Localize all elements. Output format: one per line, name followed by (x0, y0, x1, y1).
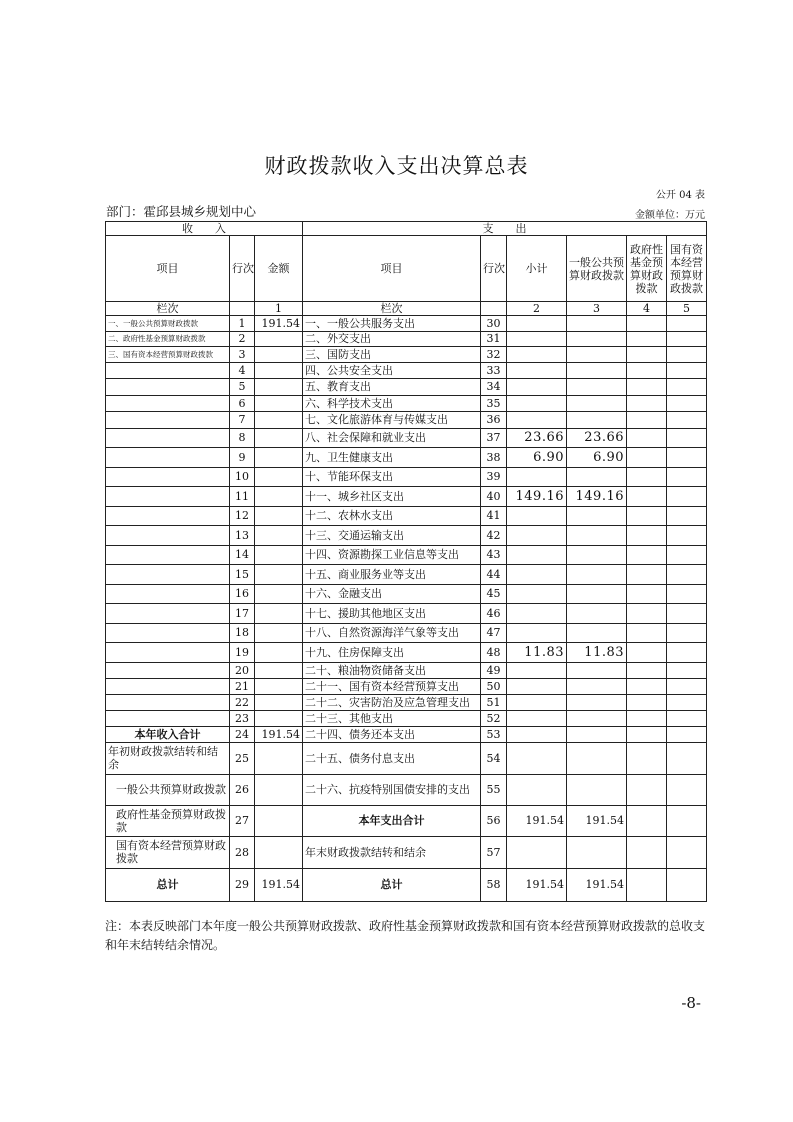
income-line: 6 (230, 395, 255, 412)
page-title: 财政拨款收入支出决算总表 (264, 154, 529, 178)
expense-item: 二十五、债务付息支出 (303, 742, 481, 774)
subtotal-value: 6.90 (507, 448, 567, 468)
budget-summary-table (105, 221, 707, 902)
expense-item: 二、外交支出 (303, 331, 481, 347)
expense-item: 八、社会保障和就业支出 (303, 428, 481, 448)
general-value (567, 774, 627, 805)
table-row (106, 428, 707, 448)
income-amount (255, 836, 303, 868)
expense-line: 37 (481, 428, 507, 448)
general-value (567, 331, 627, 347)
income-item: 年初财政拨款结转和结余 (106, 742, 230, 774)
income-item-header: 项目 (106, 236, 230, 302)
subtotal-value: 23.66 (507, 428, 567, 448)
income-line: 29 (230, 868, 255, 901)
table-row (106, 584, 707, 604)
general-value (567, 545, 627, 565)
table-row (106, 362, 707, 379)
subtotal-value (507, 742, 567, 774)
expense-item: 二十、粮油物资储备支出 (303, 662, 481, 678)
subtotal-value (507, 774, 567, 805)
expense-item: 十九、住房保障支出 (303, 643, 481, 663)
subtotal-value: 149.16 (507, 487, 567, 507)
table-row (106, 526, 707, 546)
general-value (567, 678, 627, 694)
expense-total-label: 总计 (303, 868, 481, 901)
expense-item: 十六、金融支出 (303, 584, 481, 604)
subtotal-value (507, 467, 567, 487)
income-amount (255, 742, 303, 774)
income-line: 13 (230, 526, 255, 546)
general-value: 23.66 (567, 428, 627, 448)
expense-item: 二十一、国有资本经营预算支出 (303, 678, 481, 694)
general-value (567, 395, 627, 412)
col-label-income: 栏次 (106, 302, 230, 316)
general-value (567, 506, 627, 526)
subtotal-value (507, 347, 567, 363)
expense-line: 33 (481, 362, 507, 379)
general-value (567, 742, 627, 774)
department-label: 部门：霍邱县城乡规划中心 (106, 204, 257, 219)
expense-line: 51 (481, 694, 507, 710)
income-line: 28 (230, 836, 255, 868)
income-line: 26 (230, 774, 255, 805)
subtotal-value (507, 623, 567, 643)
state-capital-header: 国有资本经营预算财政拨款 (667, 236, 707, 302)
table-row (106, 662, 707, 678)
subtotal-value (507, 316, 567, 332)
expense-item: 十七、援助其他地区支出 (303, 604, 481, 624)
table-row (106, 347, 707, 363)
expense-line: 49 (481, 662, 507, 678)
expense-item: 年末财政拨款结转和结余 (303, 836, 481, 868)
footnote: 注：本表反映部门本年度一般公共预算财政拨款、政府性基金预算财政拨款和国有资本经营预算财政拨款的总收支和年末结转结余情况。 (105, 919, 706, 952)
table-row (106, 506, 707, 526)
expense-item: 十五、商业服务业等支出 (303, 565, 481, 585)
subtotal-value (507, 662, 567, 678)
fund-budget-header: 政府性基金预算财政拨款 (627, 236, 667, 302)
table-row (106, 623, 707, 643)
expense-line: 54 (481, 742, 507, 774)
subtotal-value (507, 362, 567, 379)
income-line: 10 (230, 467, 255, 487)
general-value (567, 710, 627, 726)
general-value: 149.16 (567, 487, 627, 507)
subtotal-value (507, 565, 567, 585)
expense-line: 55 (481, 774, 507, 805)
subtotal-value (507, 395, 567, 412)
income-line: 15 (230, 565, 255, 585)
general-value: 191.54 (567, 805, 627, 836)
expense-item: 二十二、灾害防治及应急管理支出 (303, 694, 481, 710)
expense-item: 十四、资源勘探工业信息等支出 (303, 545, 481, 565)
income-item: 政府性基金预算财政拨款 (106, 805, 230, 836)
income-amount (255, 347, 303, 363)
table-row (106, 545, 707, 565)
income-line: 3 (230, 347, 255, 363)
subtotal-value (507, 710, 567, 726)
page-number: -8- (681, 994, 701, 1012)
subtotal-value (507, 694, 567, 710)
col-index-3: 3 (567, 302, 627, 316)
income-amount: 191.54 (255, 316, 303, 332)
expense-item: 三、国防支出 (303, 347, 481, 363)
subtotal-value (507, 526, 567, 546)
general-value (567, 347, 627, 363)
subtotal-value (507, 506, 567, 526)
general-value (567, 662, 627, 678)
income-line: 4 (230, 362, 255, 379)
income-line: 24 (230, 726, 255, 742)
table-row (106, 331, 707, 347)
subtotal-value (507, 836, 567, 868)
expense-line: 31 (481, 331, 507, 347)
income-line: 8 (230, 428, 255, 448)
subtotal-value: 11.83 (507, 643, 567, 663)
general-budget-header: 一般公共预算财政拨款 (567, 236, 627, 302)
table-row (106, 694, 707, 710)
expense-line: 38 (481, 448, 507, 468)
table-row (106, 316, 707, 332)
general-value (567, 316, 627, 332)
expense-item: 五、教育支出 (303, 379, 481, 396)
income-line: 16 (230, 584, 255, 604)
subtotal-value (507, 726, 567, 742)
col-index-2: 2 (507, 302, 567, 316)
expense-line: 50 (481, 678, 507, 694)
expense-item: 十、节能环保支出 (303, 467, 481, 487)
table-row (106, 643, 707, 663)
expense-item: 六、科学技术支出 (303, 395, 481, 412)
income-line: 14 (230, 545, 255, 565)
income-line: 7 (230, 412, 255, 429)
general-value: 6.90 (567, 448, 627, 468)
expense-line: 56 (481, 805, 507, 836)
expense-line: 44 (481, 565, 507, 585)
income-line: 22 (230, 694, 255, 710)
income-line: 9 (230, 448, 255, 468)
income-amount (255, 774, 303, 805)
income-header: 收 入 (106, 222, 303, 236)
expense-item: 九、卫生健康支出 (303, 448, 481, 468)
expense-item: 二十四、债务还本支出 (303, 726, 481, 742)
income-amount: 191.54 (255, 868, 303, 901)
income-line: 20 (230, 662, 255, 678)
subtotal-value (507, 584, 567, 604)
general-value (567, 526, 627, 546)
expense-line: 45 (481, 584, 507, 604)
expense-line: 41 (481, 506, 507, 526)
general-value (567, 412, 627, 429)
income-line: 25 (230, 742, 255, 774)
expense-item: 十一、城乡社区支出 (303, 487, 481, 507)
expense-line-header: 行次 (481, 236, 507, 302)
unit-label: 金额单位：万元 (635, 210, 705, 221)
general-value (567, 623, 627, 643)
income-line: 5 (230, 379, 255, 396)
income-line: 18 (230, 623, 255, 643)
general-value: 11.83 (567, 643, 627, 663)
general-value (567, 694, 627, 710)
table-row (106, 448, 707, 468)
table-row (106, 726, 707, 742)
expense-item: 本年支出合计 (303, 805, 481, 836)
table-row (106, 467, 707, 487)
expense-line: 42 (481, 526, 507, 546)
income-item: 本年收入合计 (106, 726, 230, 742)
income-total-label: 总计 (106, 868, 230, 901)
expense-line: 48 (481, 643, 507, 663)
income-line: 19 (230, 643, 255, 663)
income-line: 17 (230, 604, 255, 624)
table-row (106, 412, 707, 429)
expense-line: 30 (481, 316, 507, 332)
income-amount-header: 金额 (255, 236, 303, 302)
col-index-4: 4 (627, 302, 667, 316)
col-index-5: 5 (667, 302, 707, 316)
table-row (106, 604, 707, 624)
general-value (567, 836, 627, 868)
expense-item: 一、一般公共服务支出 (303, 316, 481, 332)
form-number: 公开 04 表 (655, 190, 705, 201)
expense-item: 十二、农林水支出 (303, 506, 481, 526)
table-row (106, 565, 707, 585)
expense-line: 58 (481, 868, 507, 901)
expense-line: 36 (481, 412, 507, 429)
subtotal-value (507, 412, 567, 429)
income-amount (255, 331, 303, 347)
income-item: 二、政府性基金预算财政拨款 (106, 331, 230, 347)
general-value (567, 726, 627, 742)
table-row (106, 836, 707, 868)
table-row (106, 868, 707, 901)
subtotal-value (507, 331, 567, 347)
expense-item-header: 项目 (303, 236, 481, 302)
income-amount (255, 805, 303, 836)
general-value (567, 379, 627, 396)
expense-item: 四、公共安全支出 (303, 362, 481, 379)
subtotal-value (507, 379, 567, 396)
table-row (106, 805, 707, 836)
col-index-1: 1 (255, 302, 303, 316)
expense-item: 十八、自然资源海洋气象等支出 (303, 623, 481, 643)
table-row (106, 678, 707, 694)
subtotal-value: 191.54 (507, 868, 567, 901)
subtotal-value (507, 678, 567, 694)
income-amount: 191.54 (255, 726, 303, 742)
general-value (567, 604, 627, 624)
expense-line: 32 (481, 347, 507, 363)
expense-item: 二十三、其他支出 (303, 710, 481, 726)
expense-item: 七、文化旅游体育与传媒支出 (303, 412, 481, 429)
expense-line: 46 (481, 604, 507, 624)
expense-line: 34 (481, 379, 507, 396)
expense-line: 47 (481, 623, 507, 643)
expense-line: 39 (481, 467, 507, 487)
income-line: 27 (230, 805, 255, 836)
income-line-header: 行次 (230, 236, 255, 302)
income-line: 2 (230, 331, 255, 347)
expense-line: 53 (481, 726, 507, 742)
general-value (567, 565, 627, 585)
income-item: 三、国有资本经营预算财政拨款 (106, 347, 230, 363)
subtotal-value (507, 604, 567, 624)
table-row (106, 774, 707, 805)
expense-line: 57 (481, 836, 507, 868)
table-row (106, 395, 707, 412)
subtotal-value: 191.54 (507, 805, 567, 836)
general-value (567, 467, 627, 487)
expense-line: 35 (481, 395, 507, 412)
income-item: 一般公共预算财政拨款 (106, 774, 230, 805)
table-row (106, 742, 707, 774)
general-value (567, 584, 627, 604)
income-item: 国有资本经营预算财政拨款 (106, 836, 230, 868)
general-value: 191.54 (567, 868, 627, 901)
expense-item: 二十六、抗疫特别国债安排的支出 (303, 774, 481, 805)
expense-line: 52 (481, 710, 507, 726)
subtotal-header: 小计 (507, 236, 567, 302)
col-label-expense: 栏次 (303, 302, 481, 316)
income-line: 1 (230, 316, 255, 332)
expense-header: 支 出 (303, 222, 707, 236)
expense-line: 43 (481, 545, 507, 565)
table-row (106, 710, 707, 726)
expense-item: 十三、交通运输支出 (303, 526, 481, 546)
table-row (106, 487, 707, 507)
expense-line: 40 (481, 487, 507, 507)
income-line: 21 (230, 678, 255, 694)
income-line: 12 (230, 506, 255, 526)
income-line: 23 (230, 710, 255, 726)
general-value (567, 362, 627, 379)
income-item: 一、一般公共预算财政拨款 (106, 316, 230, 332)
table-row (106, 379, 707, 396)
subtotal-value (507, 545, 567, 565)
income-line: 11 (230, 487, 255, 507)
